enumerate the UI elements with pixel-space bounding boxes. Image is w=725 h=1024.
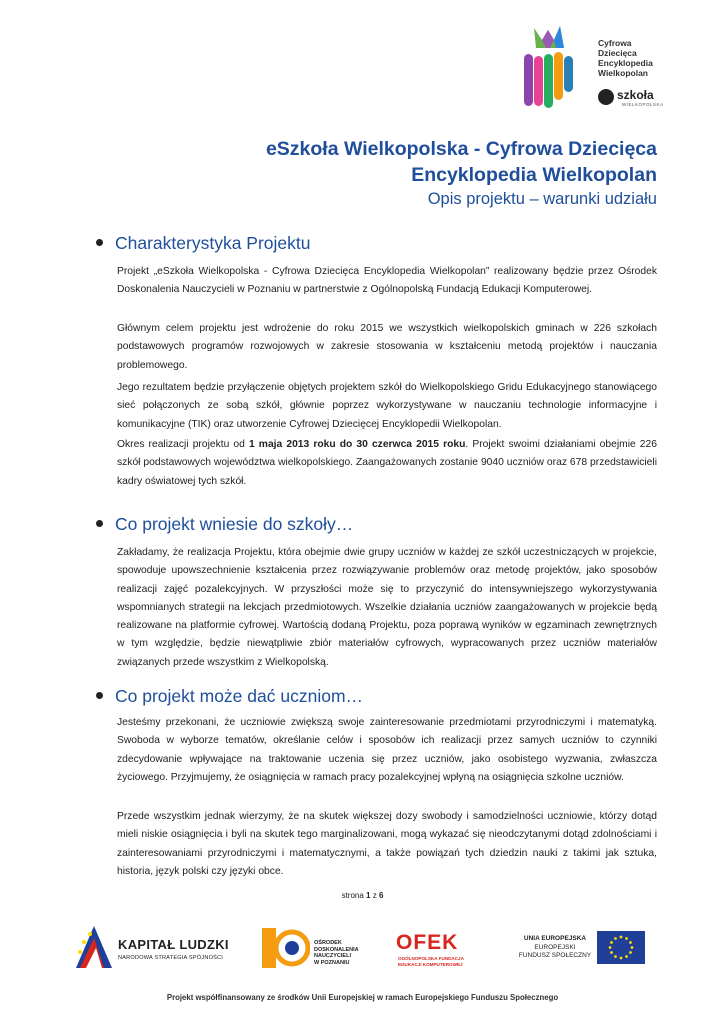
page-indicator: strona 1 z 6 <box>341 891 384 900</box>
eu-flag-icon <box>597 931 645 964</box>
paragraph: Przede wszystkim jednak wierzymy, że na skutek większej dozy swobody i samodzielności uczniowie, którzy dotąd mieli niskie osiągnięcia i byli na skutek tego marginalizowani, mogą wykazać się nieodczytanymi dotąd zdolnościami i zainteresowaniami przyrodniczymi i matematycznymi, a także powiązań tych dziedzin nauki z takimi jak sztuka, historia, język polski czy języki obce. <box>117 811 657 877</box>
funding-footnote: Projekt współfinansowany ze środków Unii Europejskiej w ramach Europejskiego Funduszu Społecznego <box>166 993 559 1002</box>
logo-title <box>598 38 678 78</box>
odn-emblem-icon <box>262 928 310 968</box>
bullet-icon <box>96 520 103 527</box>
szkola-logo-text: szkoła <box>617 88 654 102</box>
paragraph: Jesteśmy przekonani, że uczniowie zwiększą swoje zainteresowanie przedmiotami przyrodniczymi i matematyką. Swoboda w wyborze tematów, określanie celów i sposobów ich realizacji przez samych uczniów to czynniki zdecydowanie wpływające na traktowanie uczenia się przez uczniów, jako osobistego wyzwania, zwłaszcza życiowego. Przyjmujemy, że osiągnięcia w ramach pracy pozalekcyjnej wpłyną na osiągnięcia szkolne uczniów. <box>117 717 657 783</box>
page-title-line2: Encyklopedia Wielkopolan <box>411 164 657 186</box>
paragraph: Głównym celem projektu jest wdrożenie do roku 2015 we wszystkich wielkopolskich gminach w 226 szkołach podstawowych programów rozwojowych w zakresie stosowania w kształceniu metodą projektów i nauczania problemowego. <box>117 323 657 371</box>
paragraph: Zakładamy, że realizacja Projektu, która obejmie dwie grupy uczniów w każdej ze szkół uczestniczących w projekcie, spowoduje upowszechnienie kształcenia przez rozwiązywanie problemów oraz metodę projektów, jako sposobów realizacji zajęć pozalekcyjnych. W przyszłości może się to przyczynić do intensywniejszego wykorzystywania wspomnianych strategii na lekcjach przedmiotowych. Wszelkie działania uczniów zaangażowanych w projekcie będą realizowane na platformie cyfrowej. Wartością dodaną Projektu, poza poprawą wyników w egzaminach zewnętrznych w tym względzie, będzie niewątpliwie zbiór materiałów cyfrowych, wypracowanych przez uczniów materiałów związanych przede wszystkim z Wielkopolską. <box>117 547 657 668</box>
kapital-ludzki-sub: NARODOWA STRATEGIA SPÓJNOŚCI <box>118 955 224 961</box>
paragraph: Projekt „eSzkoła Wielkopolska - Cyfrowa Dziecięca Encyklopedia Wielkopolan” realizowany będzie przez Ośrodek Doskonalenia Nauczycieli w Poznaniu w partnerstwie z Ogólnopolską Fundacją Edukacji Komputerowej. <box>117 266 657 296</box>
kapital-ludzki-icon <box>74 924 114 970</box>
logo-line: Encyklopedia <box>598 58 653 68</box>
section-heading: Charakterystyka Projektu <box>96 233 311 254</box>
kapital-ludzki-logo <box>74 924 114 970</box>
bullet-icon <box>96 692 103 699</box>
section-heading: Co projekt może dać uczniom… <box>96 686 363 707</box>
ofek-logo-text: OFEK <box>396 931 459 954</box>
ofek-sub: OGÓLNOPOLSKA FUNDACJA EDUKACJI KOMPUTEROWEJ <box>398 956 464 967</box>
page-subtitle: Opis projektu – warunki udziału <box>427 190 657 208</box>
logo-line: Wielkopolan <box>598 68 648 78</box>
section-heading: Co projekt wniesie do szkoły… <box>96 514 353 535</box>
odn-logo <box>262 928 310 968</box>
szkola-emblem-icon <box>598 89 614 105</box>
logo-line: Cyfrowa <box>598 38 632 48</box>
logo-line: Dziecięca <box>598 48 637 58</box>
odn-text: OŚRODEK DOSKONALENIA NAUCZYCIELI W POZNANIU <box>314 940 359 966</box>
kapital-ludzki-title: KAPITAŁ LUDZKI <box>118 937 229 952</box>
date-range: 1 maja 2013 roku do 30 czerwca 2015 roku <box>248 439 466 450</box>
paragraph-dates: Okres realizacji projektu od 1 maja 2013 roku do 30 czerwca 2015 roku. Projekt swoimi działaniami obejmie 226 szkół podstawowych województwa wielkopolskiego. Zaangażowanych zostanie 9040 uczniów oraz 678 przedstawicieli kadry oświatowej tych szkół. <box>117 439 657 487</box>
page-title-line1: eSzkoła Wielkopolska - Cyfrowa Dziecięca <box>265 138 657 160</box>
bullet-icon <box>96 239 103 246</box>
eu-text: UNIA EUROPEJSKA EUROPEJSKI FUNDUSZ SPOŁECZNY <box>518 935 592 959</box>
paragraph: Jego rezultatem będzie przyłączenie objętych projektem szkół do Wielkopolskiego Gridu Edukacyjnego stanowiącego sieć połączonych ze sobą szkół, głównie poprzez wykorzystywane w nauczaniu technologie informacyjne i komunikacyjne (TIK) oraz utworzenie Cyfrowej Dziecięcej Encyklopedii Wielkopolan. <box>117 382 657 430</box>
szkola-logo-sub: WIELKOPOLSKA <box>622 102 664 107</box>
